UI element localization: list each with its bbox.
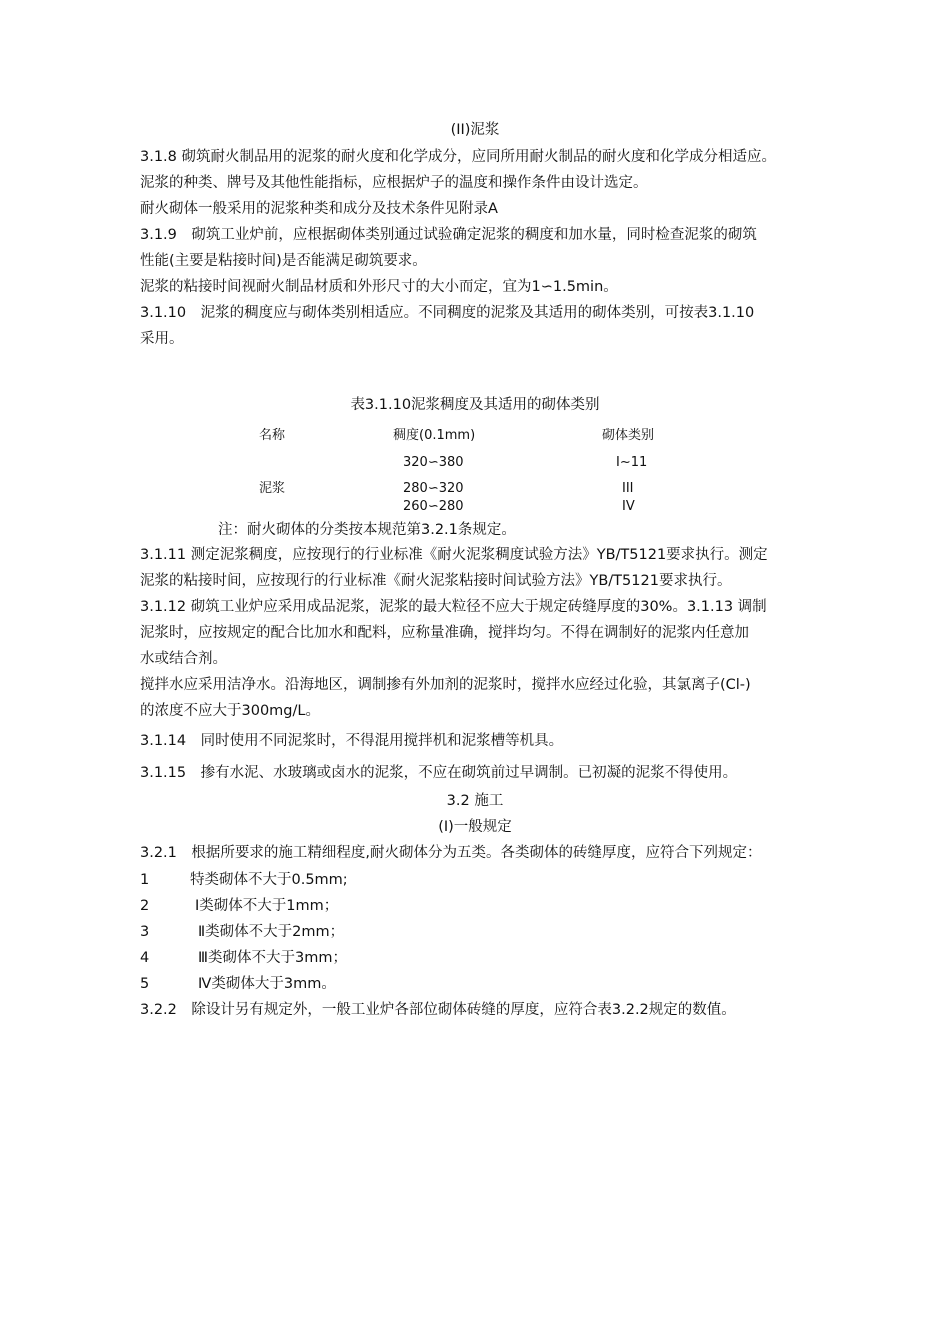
paragraph-3-1-8-c: 耐火砌体一般采用的泥浆种类和成分及技术条件见附录A: [140, 201, 498, 217]
list-item-text: Ⅱ类砌体不大于2mm；: [198, 924, 345, 940]
list-item-number: 3: [140, 924, 150, 940]
table-cell-name: 泥浆: [259, 481, 286, 496]
list-item-text: Ⅰ类砌体不大于1mm；: [195, 898, 339, 914]
paragraph-3-1-9-a: 3.1.9 砌筑工业炉前，应根据砌体类别通过试验确定泥浆的稠度和加水量，同时检查泥浆的砌筑: [140, 227, 757, 243]
table-cell-category: III: [622, 481, 634, 496]
paragraph-3-1-12-b: 泥浆时，应按规定的配合比加水和配料，应称量准确，搅拌均匀。不得在调制好的泥浆内任意加: [140, 625, 749, 641]
paragraph-3-1-8: 3.1.8 砌筑耐火制品用的泥浆的耐火度和化学成分，应同所用耐火制品的耐火度和化学成分相适应。: [140, 149, 776, 165]
paragraph-3-2-2: 3.2.2 除设计另有规定外，一般工业炉各部位砌体砖缝的厚度，应符合表3.2.2规定的数值。: [140, 1002, 736, 1018]
paragraph-3-1-9-b: 性能(主要是粘接时间)是否能满足砌筑要求。: [140, 253, 427, 269]
paragraph-3-1-10-a: 3.1.10 泥浆的稠度应与砌体类别相适应。不同稠度的泥浆及其适用的砌体类别，可按表3.1.10: [140, 305, 755, 321]
paragraph-3-1-9-c: 泥浆的粘接时间视耐火制品材质和外形尺寸的大小而定，宜为1∽1.5min。: [140, 279, 618, 295]
table-caption: 表3.1.10泥浆稠度及其适用的砌体类别: [350, 397, 600, 413]
table-header-name: 名称: [259, 428, 286, 443]
table-cell-category: IV: [622, 499, 635, 514]
paragraph-3-1-13-b: 的浓度不应大于300mg/L。: [140, 703, 320, 719]
section-heading: (II)泥浆: [450, 122, 500, 138]
paragraph-3-1-13-a: 搅拌水应采用洁净水。沿海地区，调制掺有外加剂的泥浆时，搅拌水应经过化验，其氯离子(Cl-): [140, 677, 751, 693]
section-3-2-subheading: (I)一般规定: [438, 819, 512, 835]
table-header-consistency: 稠度(0.1mm): [393, 428, 476, 443]
table-cell-consistency: 260∽280: [403, 499, 464, 514]
list-item-number: 2: [140, 898, 150, 914]
table-cell-consistency: 280∽320: [403, 481, 464, 496]
paragraph-3-1-11-a: 3.1.11 测定泥浆稠度，应按现行的行业标准《耐火泥浆稠度试验方法》YB/T5121要求执行。测定: [140, 547, 768, 563]
paragraph-3-1-11-b: 泥浆的粘接时间，应按现行的行业标准《耐火泥浆粘接时间试验方法》YB/T5121要求执行。: [140, 573, 732, 589]
paragraph-3-1-15: 3.1.15 掺有水泥、水玻璃或卤水的泥浆，不应在砌筑前过早调制。已初凝的泥浆不得使用。: [140, 765, 738, 781]
paragraph-3-1-14: 3.1.14 同时使用不同泥浆时，不得混用搅拌机和泥浆槽等机具。: [140, 733, 564, 749]
paragraph-3-1-10-b: 采用。: [140, 331, 184, 347]
table-cell-category: I~11: [616, 455, 648, 470]
table-cell-consistency: 320∽380: [403, 455, 464, 470]
paragraph-3-1-12-c: 水或结合剂。: [140, 651, 227, 667]
paragraph-3-1-8-b: 泥浆的种类、牌号及其他性能指标，应根据炉子的温度和操作条件由设计选定。: [140, 175, 648, 191]
paragraph-3-1-12-a: 3.1.12 砌筑工业炉应采用成品泥浆，泥浆的最大粒径不应大于规定砖缝厚度的30%。3.1.13 调制: [140, 599, 767, 615]
table-note: 注：耐火砌体的分类按本规范第3.2.1条规定。: [218, 522, 516, 538]
list-item-number: 5: [140, 976, 150, 992]
section-3-2-heading: 3.2 施工: [446, 793, 504, 809]
list-item-text: 特类砌体不大于0.5mm;: [190, 872, 348, 888]
list-item-text: Ⅳ类砌体大于3mm。: [198, 976, 336, 992]
list-item-number: 1: [140, 872, 150, 888]
list-item-number: 4: [140, 950, 150, 966]
table-header-category: 砌体类别: [602, 428, 655, 443]
list-item-text: Ⅲ类砌体不大于3mm；: [198, 950, 347, 966]
paragraph-3-2-1: 3.2.1 根据所要求的施工精细程度,耐火砌体分为五类。各类砌体的砖缝厚度，应符合下列规定：: [140, 845, 762, 861]
